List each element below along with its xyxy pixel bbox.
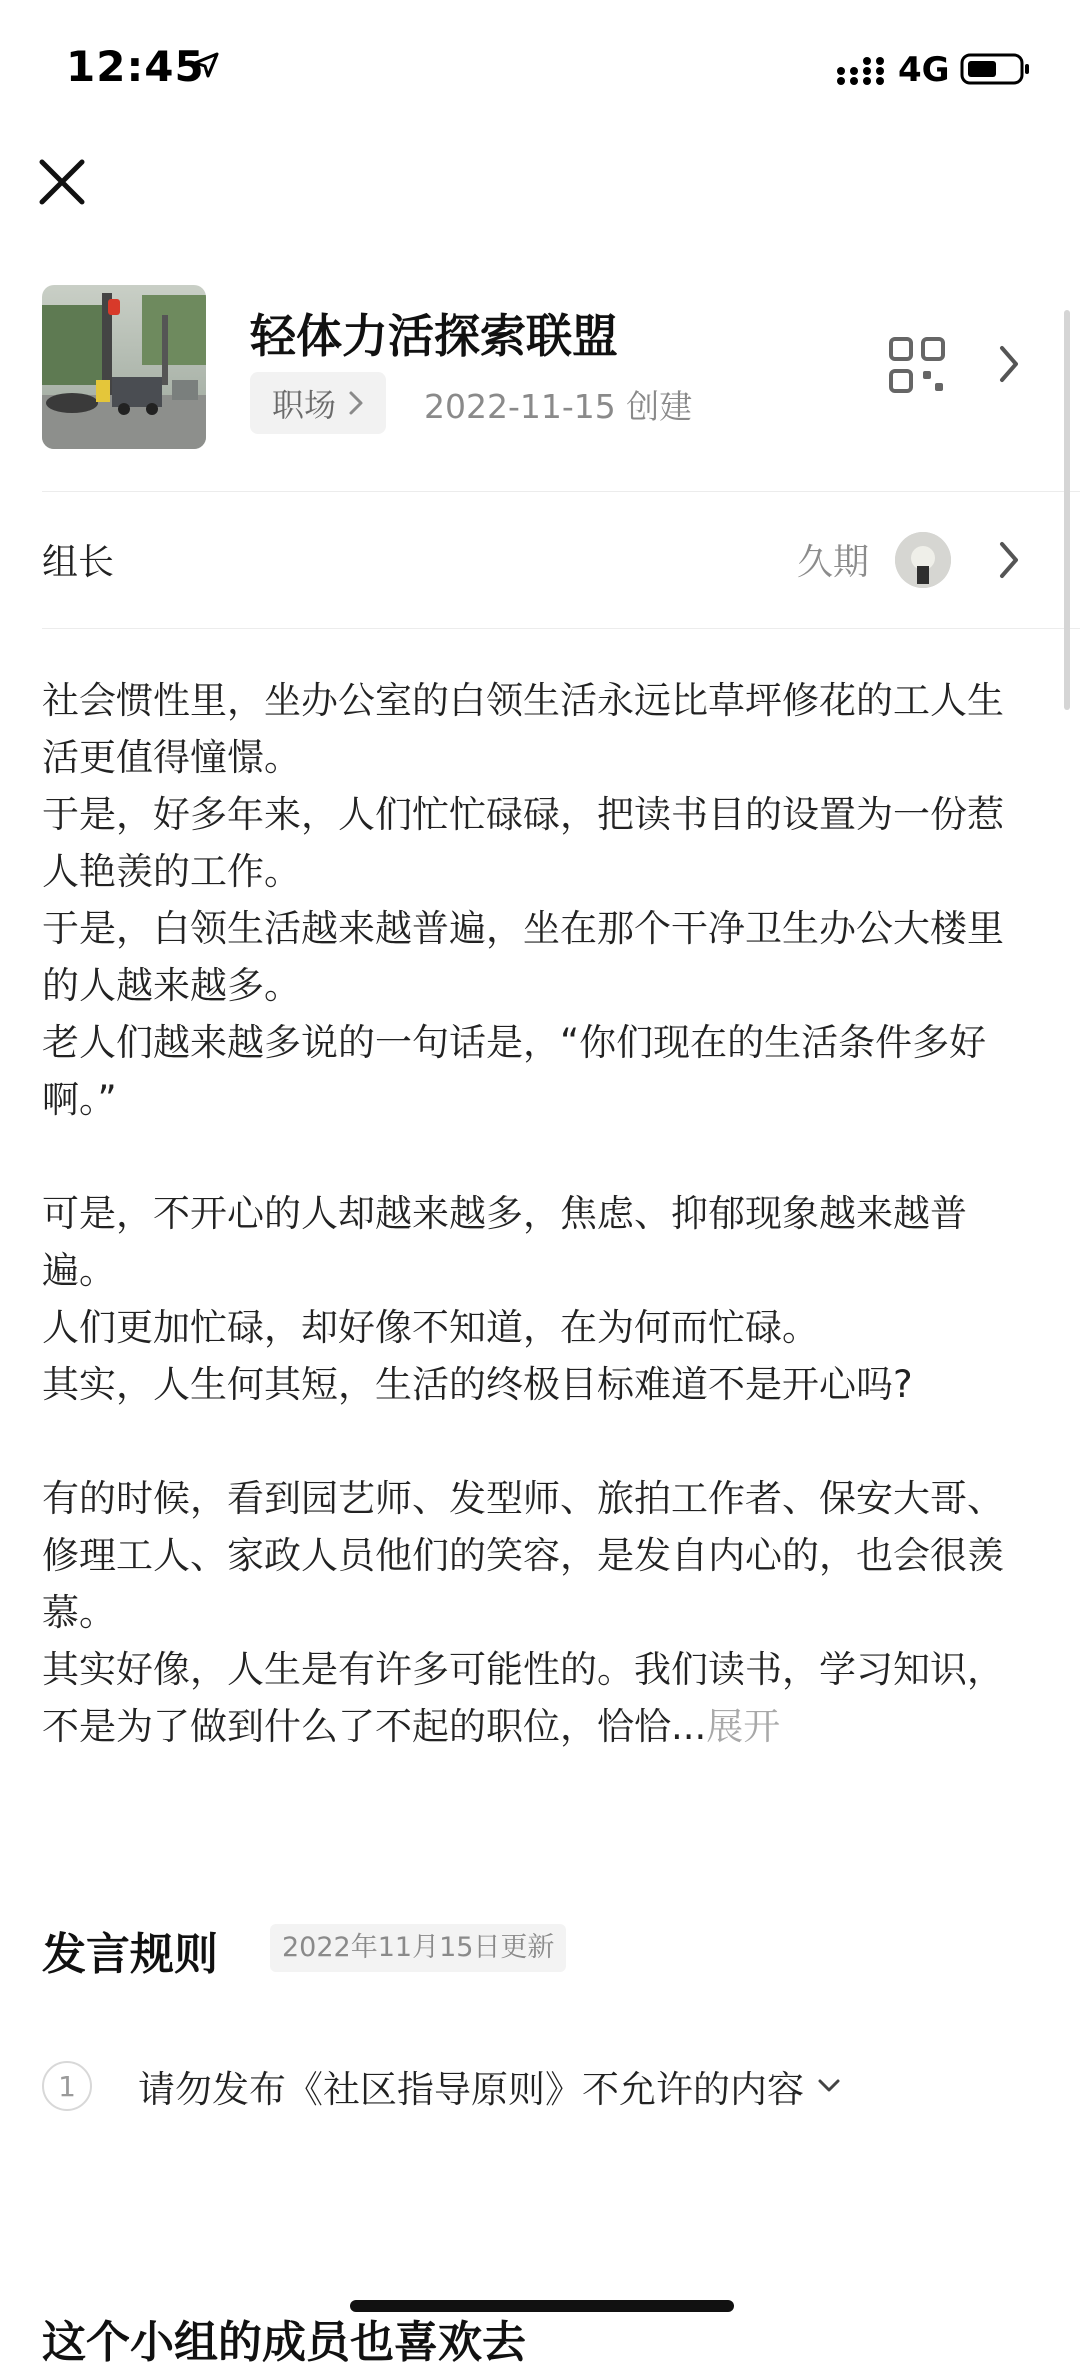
signal-icon (836, 54, 890, 88)
rules-title: 发言规则 (42, 1929, 218, 1980)
location-arrow-icon (193, 52, 219, 78)
chevron-right-icon (348, 390, 364, 416)
battery-icon (960, 52, 1032, 86)
intro-text: 社会惯性里，坐办公室的白领生活永远比草坪修花的工人生活更值得憧憬。 于是，好多年来，人们忙忙碌碌，把读书目的设置为一份惹人艳羡的工作。 于是，白领生活越来越普遍，坐在那个干净卫生办公大楼里的人越来越多。 老人们越来越多说的一句话是，“你们现在的生活条件多好啊。” 可是，不开心的人却越来越多，焦虑、抑郁现象越来越普遍。 人们更加忙碌，却好像不知道，在为何而忙碌。 其实，人生何其短，生活的终极目标难道不是开心吗? 有的时候，看到园艺师、发型师、旅拍工作者、保安大哥、修理工人、家政人员他们的笑容，是发自内心的，也会很羡慕。 其实好像，人生是有许多可能性的。我们读书，学习知识，不是为了做到什么了不起的职位，恰恰... (42, 679, 1004, 1748)
status-time: 12:45 (66, 42, 205, 91)
street-scene-image (42, 285, 206, 449)
leader-label: 组长 (42, 542, 115, 583)
group-name: 轻体力活探索联盟 (250, 309, 618, 363)
rule-text: 请勿发布《社区指导原则》不允许的内容 (138, 2068, 804, 2111)
close-button[interactable] (30, 150, 94, 214)
home-indicator[interactable] (350, 2300, 734, 2312)
leader-name: 久期 (797, 542, 870, 583)
leader-avatar (895, 532, 951, 588)
qr-code-icon[interactable] (888, 336, 946, 394)
group-leader-row[interactable] (0, 492, 1080, 622)
created-date: 2022-11-15 创建 (424, 387, 693, 426)
network-type: 4G (898, 50, 950, 90)
rule-item[interactable] (42, 2058, 842, 2114)
category-label: 职场 (272, 386, 337, 424)
chevron-right-icon (998, 540, 1020, 580)
chevron-down-icon (816, 2077, 842, 2095)
next-section-title: 这个小组的成员也喜欢去 (42, 2317, 526, 2368)
divider (42, 628, 1080, 629)
category-chip[interactable] (250, 372, 386, 434)
expand-link[interactable]: 展开 (706, 1705, 781, 1748)
scrollbar[interactable] (1064, 310, 1070, 710)
group-introduction (42, 672, 1032, 1755)
chevron-right-icon[interactable] (998, 344, 1020, 384)
close-icon (30, 150, 94, 214)
rules-updated-date: 2022年11月15日更新 (270, 1924, 566, 1972)
status-bar (0, 0, 1080, 135)
group-cover-image[interactable] (42, 285, 206, 449)
rule-number: 1 (42, 2061, 92, 2111)
